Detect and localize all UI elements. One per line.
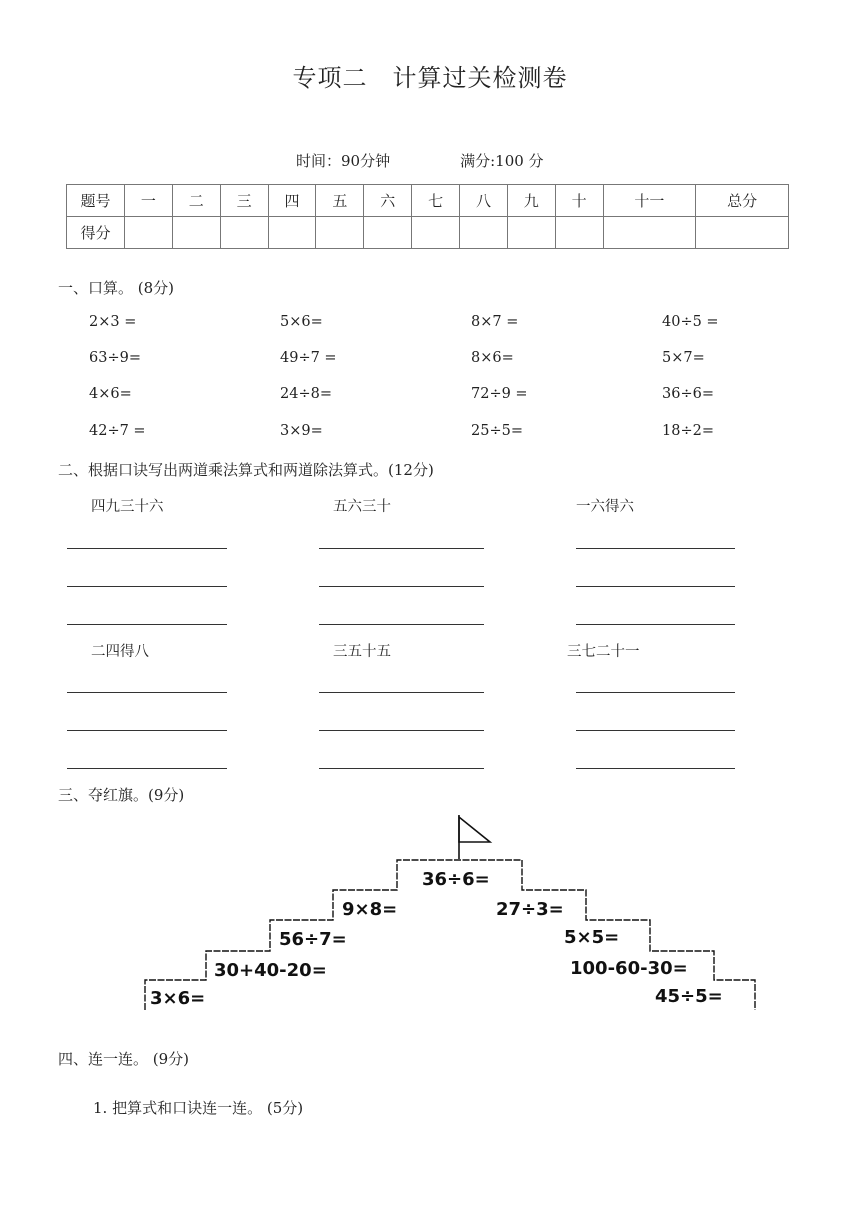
- header-cell: 四: [268, 185, 316, 217]
- rhyme-label: 四九三十六: [91, 499, 164, 515]
- rhyme-label: 二四得八: [91, 644, 149, 660]
- stair-question: 100-60-30=: [570, 958, 688, 979]
- header-cell: 十一: [603, 185, 696, 217]
- score-table-header-row: [67, 185, 789, 217]
- section2-title: 二、根据口诀写出两道乘法算式和两道除法算式。(12分): [58, 461, 434, 479]
- score-cell[interactable]: [364, 217, 412, 249]
- answer-line[interactable]: [319, 692, 484, 693]
- header-cell: 二: [172, 185, 220, 217]
- mental-math-item: 2×3 =: [89, 314, 137, 330]
- header-cell: 七: [412, 185, 460, 217]
- stair-question: 45÷5=: [655, 986, 723, 1007]
- stair-question: 36÷6=: [422, 869, 490, 890]
- mental-math-item: 3×9=: [280, 423, 323, 439]
- score-cell[interactable]: [603, 217, 696, 249]
- mental-math-item: 49÷7 =: [280, 350, 337, 366]
- score-cell[interactable]: [125, 217, 173, 249]
- header-cell: 一: [125, 185, 173, 217]
- answer-line[interactable]: [576, 586, 735, 587]
- header-cell: 五: [316, 185, 364, 217]
- answer-line[interactable]: [319, 730, 484, 731]
- time-limit: 时间：90分钟: [296, 152, 391, 170]
- answer-line[interactable]: [67, 548, 227, 549]
- score-cell[interactable]: [460, 217, 508, 249]
- mental-math-item: 18÷2=: [662, 423, 714, 439]
- rhyme-label: 三五十五: [333, 644, 391, 660]
- mental-math-item: 36÷6=: [662, 386, 714, 402]
- mental-math-item: 24÷8=: [280, 386, 332, 402]
- score-cell[interactable]: [220, 217, 268, 249]
- score-cell[interactable]: [555, 217, 603, 249]
- answer-line[interactable]: [576, 624, 735, 625]
- mental-math-item: 40÷5 =: [662, 314, 719, 330]
- answer-line[interactable]: [319, 548, 484, 549]
- mental-math-item: 8×7 =: [471, 314, 519, 330]
- answer-line[interactable]: [67, 768, 227, 769]
- full-score: 满分:100 分: [460, 152, 544, 170]
- section4-title: 四、连一连。 (9分): [58, 1050, 190, 1068]
- rhyme-label: 一六得六: [576, 499, 634, 515]
- header-cell: 六: [364, 185, 412, 217]
- flag-icon: [459, 815, 490, 859]
- mental-math-item: 63÷9=: [89, 350, 141, 366]
- rhyme-label: 三七二十一: [567, 644, 640, 660]
- header-cell: 总分: [696, 185, 789, 217]
- score-table: [66, 184, 789, 249]
- answer-line[interactable]: [576, 730, 735, 731]
- section1-title: 一、口算。 (8分): [58, 279, 175, 297]
- rhyme-label: 五六三十: [333, 499, 391, 515]
- header-cell: 九: [507, 185, 555, 217]
- row-label: 得分: [67, 217, 125, 249]
- answer-line[interactable]: [67, 692, 227, 693]
- score-cell[interactable]: [316, 217, 364, 249]
- mental-math-item: 5×6=: [280, 314, 323, 330]
- header-cell: 三: [220, 185, 268, 217]
- answer-line[interactable]: [576, 692, 735, 693]
- score-cell[interactable]: [507, 217, 555, 249]
- mental-math-item: 4×6=: [89, 386, 132, 402]
- answer-line[interactable]: [67, 730, 227, 731]
- header-cell: 十: [555, 185, 603, 217]
- mental-math-item: 8×6=: [471, 350, 514, 366]
- page-title: 专项二 计算过关检测卷: [292, 64, 568, 92]
- flag-stairs-diagram: [140, 810, 760, 1015]
- header-cell: 八: [460, 185, 508, 217]
- stair-question: 27÷3=: [496, 899, 564, 920]
- answer-line[interactable]: [67, 624, 227, 625]
- answer-line[interactable]: [319, 586, 484, 587]
- score-cell[interactable]: [412, 217, 460, 249]
- section3-title: 三、夺红旗。(9分): [58, 786, 185, 804]
- score-cell[interactable]: [268, 217, 316, 249]
- score-cell[interactable]: [696, 217, 789, 249]
- stair-question: 5×5=: [564, 927, 620, 948]
- header-cell: 题号: [67, 185, 125, 217]
- mental-math-item: 25÷5=: [471, 423, 523, 439]
- answer-line[interactable]: [576, 548, 735, 549]
- mental-math-item: 5×7=: [662, 350, 705, 366]
- stair-question: 30+40-20=: [214, 960, 327, 981]
- score-cell[interactable]: [172, 217, 220, 249]
- exam-meta: [296, 150, 544, 171]
- answer-line[interactable]: [67, 586, 227, 587]
- stair-question: 56÷7=: [279, 929, 347, 950]
- answer-line[interactable]: [319, 624, 484, 625]
- answer-line[interactable]: [319, 768, 484, 769]
- mental-math-item: 72÷9 =: [471, 386, 528, 402]
- answer-line[interactable]: [576, 768, 735, 769]
- stair-question: 9×8=: [342, 899, 398, 920]
- stair-question: 3×6=: [150, 988, 206, 1009]
- section4-sub1: 1. 把算式和口诀连一连。 (5分): [93, 1099, 304, 1117]
- score-table-score-row: [67, 217, 789, 249]
- mental-math-item: 42÷7 =: [89, 423, 146, 439]
